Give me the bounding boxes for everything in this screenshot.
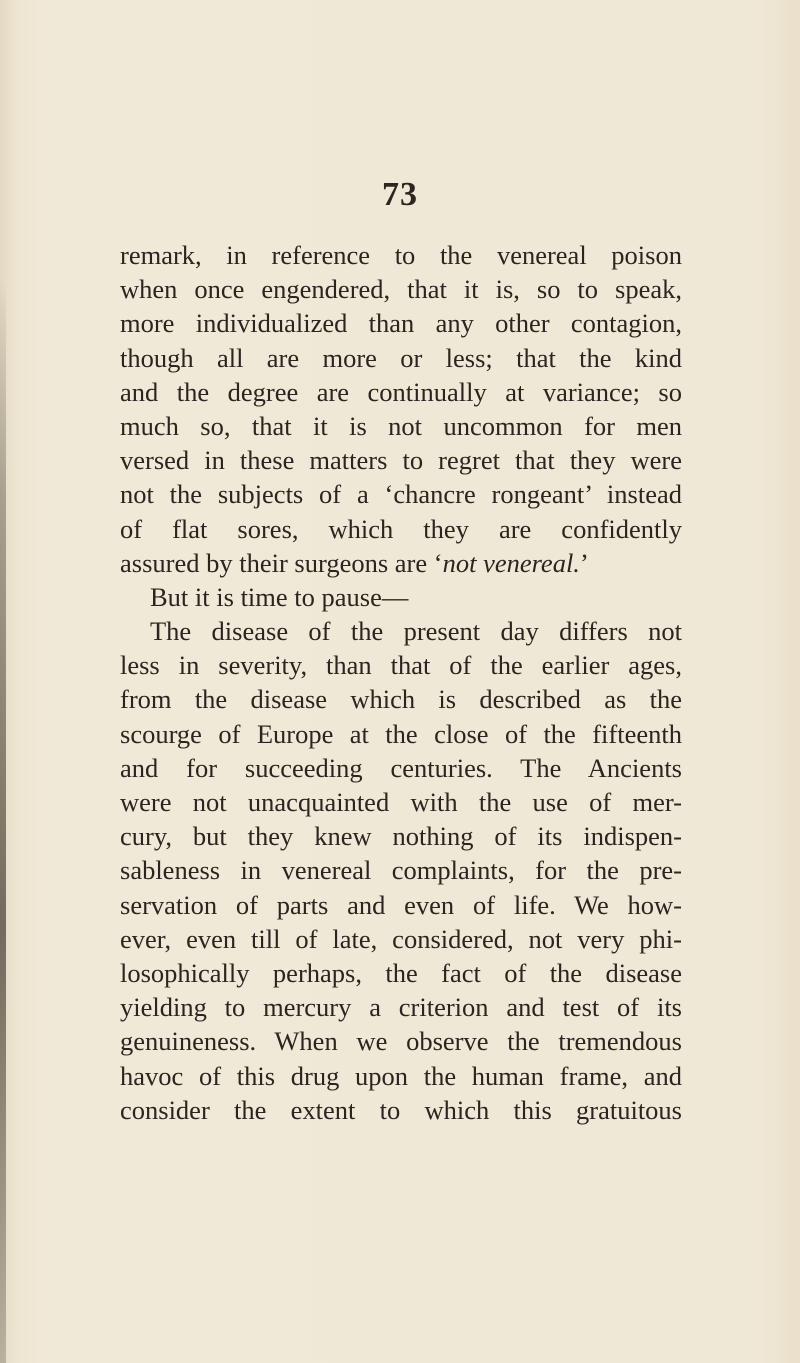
text-line: were not unacquainted with the use of mer- <box>120 787 682 817</box>
text-segment: ’ <box>579 547 589 578</box>
text-line: ever, even till of late, considered, not very phi- <box>120 923 682 954</box>
text-line: scourge of Europe at the close of the fifteenth <box>120 718 682 749</box>
italic-text: not venereal. <box>442 547 580 578</box>
text-line: cury, but they knew nothing of its indispen- <box>120 821 682 852</box>
text-line: much so, that it is not uncommon for men <box>120 410 682 441</box>
text-line: yielding to mercury a criterion and test of its <box>120 992 682 1023</box>
body-text <box>120 238 682 1127</box>
text-line: more individualized than any other contagion, <box>120 308 682 339</box>
page-number: 73 <box>382 176 418 213</box>
text-line: though all are more or less; that the kind <box>120 342 682 373</box>
text-line: not the subjects of a ‘chancre rongeant’ instead <box>120 479 682 510</box>
text-line: servation of parts and even of life. We how- <box>120 889 682 920</box>
text-line: when once engendered, that it is, so to speak, <box>120 274 682 305</box>
text-line: versed in these matters to regret that they were <box>120 445 682 476</box>
text-line: consider the extent to which this gratuitous <box>120 1094 682 1125</box>
text-line <box>120 546 682 580</box>
text-line: and the degree are continually at variance; so <box>120 376 682 407</box>
text-line: losophically perhaps, the fact of the disease <box>120 957 682 988</box>
text-segment: assured by their surgeons are ‘ <box>120 547 443 578</box>
text-line: remark, in reference to the venereal poison <box>120 240 682 270</box>
text-line: But it is time to pause— <box>150 581 409 612</box>
text-line: from the disease which is described as the <box>120 684 682 715</box>
text-line: The disease of the present day differs not <box>150 616 682 647</box>
text-line: sableness in venereal complaints, for the pre- <box>120 855 682 886</box>
text-line: of flat sores, which they are confidently <box>120 513 682 544</box>
binding-shadow <box>0 280 6 1363</box>
text-line: less in severity, than that of the earlier ages, <box>120 650 682 681</box>
text-line: and for succeeding centuries. The Ancients <box>120 752 682 783</box>
text-line: havoc of this drug upon the human frame, and <box>120 1060 682 1091</box>
text-line: genuineness. When we observe the tremendous <box>120 1026 682 1057</box>
